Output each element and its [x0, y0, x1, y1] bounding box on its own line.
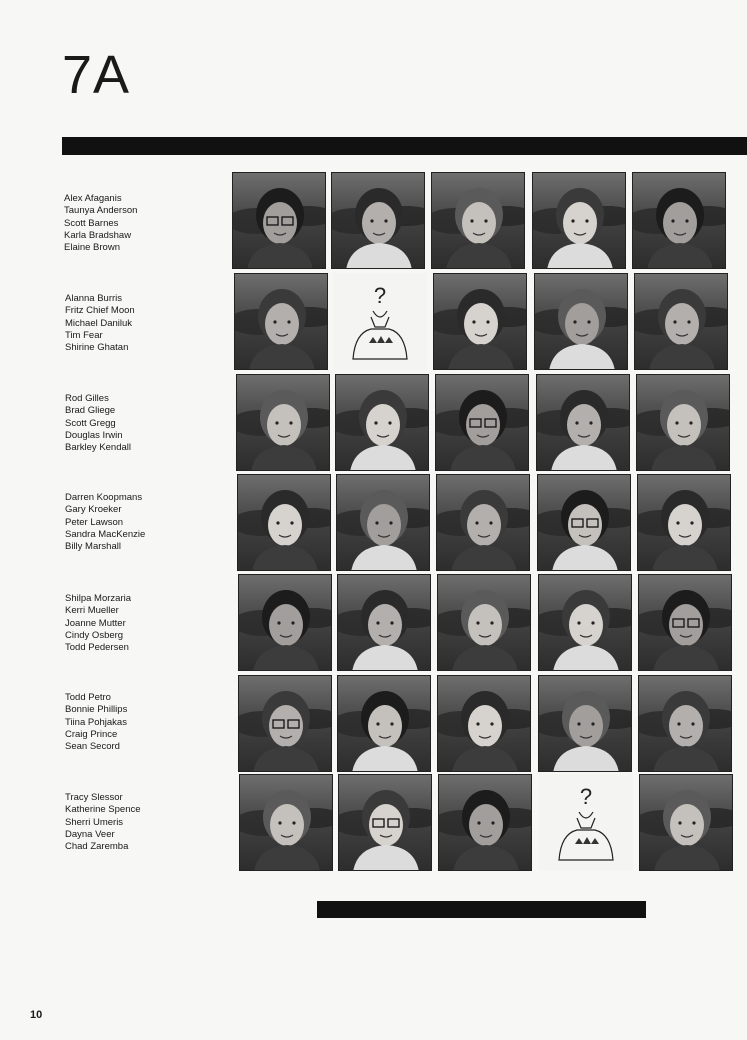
student-name-list [65, 492, 230, 553]
student-name-list [65, 593, 230, 654]
top-divider-bar [62, 137, 747, 155]
bottom-divider-bar [317, 901, 646, 918]
student-portrait [239, 774, 333, 871]
student-name: Tiina Pohjakas [65, 716, 127, 728]
student-name: Craig Prince [65, 728, 118, 740]
student-portrait [538, 675, 632, 772]
student-name: Alanna Burris [65, 293, 123, 304]
student-name: Bonnie Phillips [65, 704, 128, 716]
student-portrait [636, 374, 730, 471]
student-name: Fritz Chief Moon [65, 305, 135, 317]
student-name: Michael Daniluk [65, 317, 133, 329]
student-portrait [537, 474, 631, 571]
student-portrait [238, 675, 332, 772]
missing-photo-placeholder [539, 774, 633, 871]
student-portrait [536, 374, 630, 471]
student-name: Todd Petro [65, 692, 111, 703]
student-portrait [433, 273, 527, 370]
student-name: Cindy Osberg [65, 629, 124, 641]
student-portrait [431, 172, 525, 269]
student-name: Rod Gilles [65, 393, 109, 404]
student-portrait [237, 474, 331, 571]
student-name: Chad Zaremba [65, 841, 129, 853]
student-portrait [336, 474, 430, 571]
student-name-list [65, 692, 230, 753]
student-name: Taunya Anderson [64, 205, 138, 217]
student-portrait [338, 774, 432, 871]
student-name: Sherri Umeris [65, 816, 124, 828]
student-portrait [538, 574, 632, 671]
student-portrait [337, 574, 431, 671]
student-name: Todd Pedersen [65, 642, 129, 654]
student-portrait [435, 374, 529, 471]
student-name: Scott Barnes [64, 217, 119, 229]
student-name: Shirine Ghatan [65, 342, 129, 354]
student-name: Alex Afaganis [64, 193, 122, 204]
student-portrait [632, 172, 726, 269]
student-name: Gary Kroeker [65, 504, 122, 516]
student-portrait [437, 574, 531, 671]
svg-text:?: ? [373, 283, 387, 308]
student-portrait [638, 675, 732, 772]
student-portrait [236, 374, 330, 471]
student-portrait [534, 273, 628, 370]
student-portrait [639, 774, 733, 871]
student-name: Kerri Mueller [65, 605, 119, 617]
student-portrait [232, 172, 326, 269]
student-name: Dayna Veer [65, 828, 115, 840]
student-name: Shilpa Morzaria [65, 593, 131, 604]
page-title: 7A [62, 45, 131, 105]
silhouette-icon [333, 273, 427, 370]
page-number: 10 [30, 1009, 43, 1021]
student-name: Elaine Brown [64, 242, 120, 254]
student-name: Douglas Irwin [65, 429, 123, 441]
student-portrait [234, 273, 328, 370]
student-portrait [634, 273, 728, 370]
student-portrait [437, 675, 531, 772]
student-portrait [337, 675, 431, 772]
student-portrait [438, 774, 532, 871]
student-name-list [65, 393, 230, 454]
student-name: Darren Koopmans [65, 492, 143, 503]
student-portrait [335, 374, 429, 471]
student-name-list [65, 792, 230, 853]
student-name: Tim Fear [65, 329, 103, 341]
student-name-list [64, 193, 229, 254]
student-portrait [331, 172, 425, 269]
student-portrait [532, 172, 626, 269]
student-name: Billy Marshall [65, 541, 121, 553]
missing-photo-placeholder [333, 273, 427, 370]
student-name: Peter Lawson [65, 516, 124, 528]
student-name: Karla Bradshaw [64, 229, 132, 241]
student-portrait [637, 474, 731, 571]
student-name: Barkley Kendall [65, 442, 132, 454]
student-name: Scott Gregg [65, 417, 116, 429]
student-portrait [638, 574, 732, 671]
silhouette-icon [539, 774, 633, 871]
student-name: Joanne Mutter [65, 617, 126, 629]
student-name: Sean Secord [65, 741, 120, 753]
svg-text:?: ? [579, 784, 593, 809]
student-name: Katherine Spence [65, 804, 141, 816]
student-name: Tracy Slessor [65, 792, 123, 803]
student-portrait [436, 474, 530, 571]
student-name: Sandra MacKenzie [65, 528, 146, 540]
student-portrait [238, 574, 332, 671]
student-name-list [65, 293, 230, 354]
student-name: Brad Gliege [65, 405, 116, 417]
